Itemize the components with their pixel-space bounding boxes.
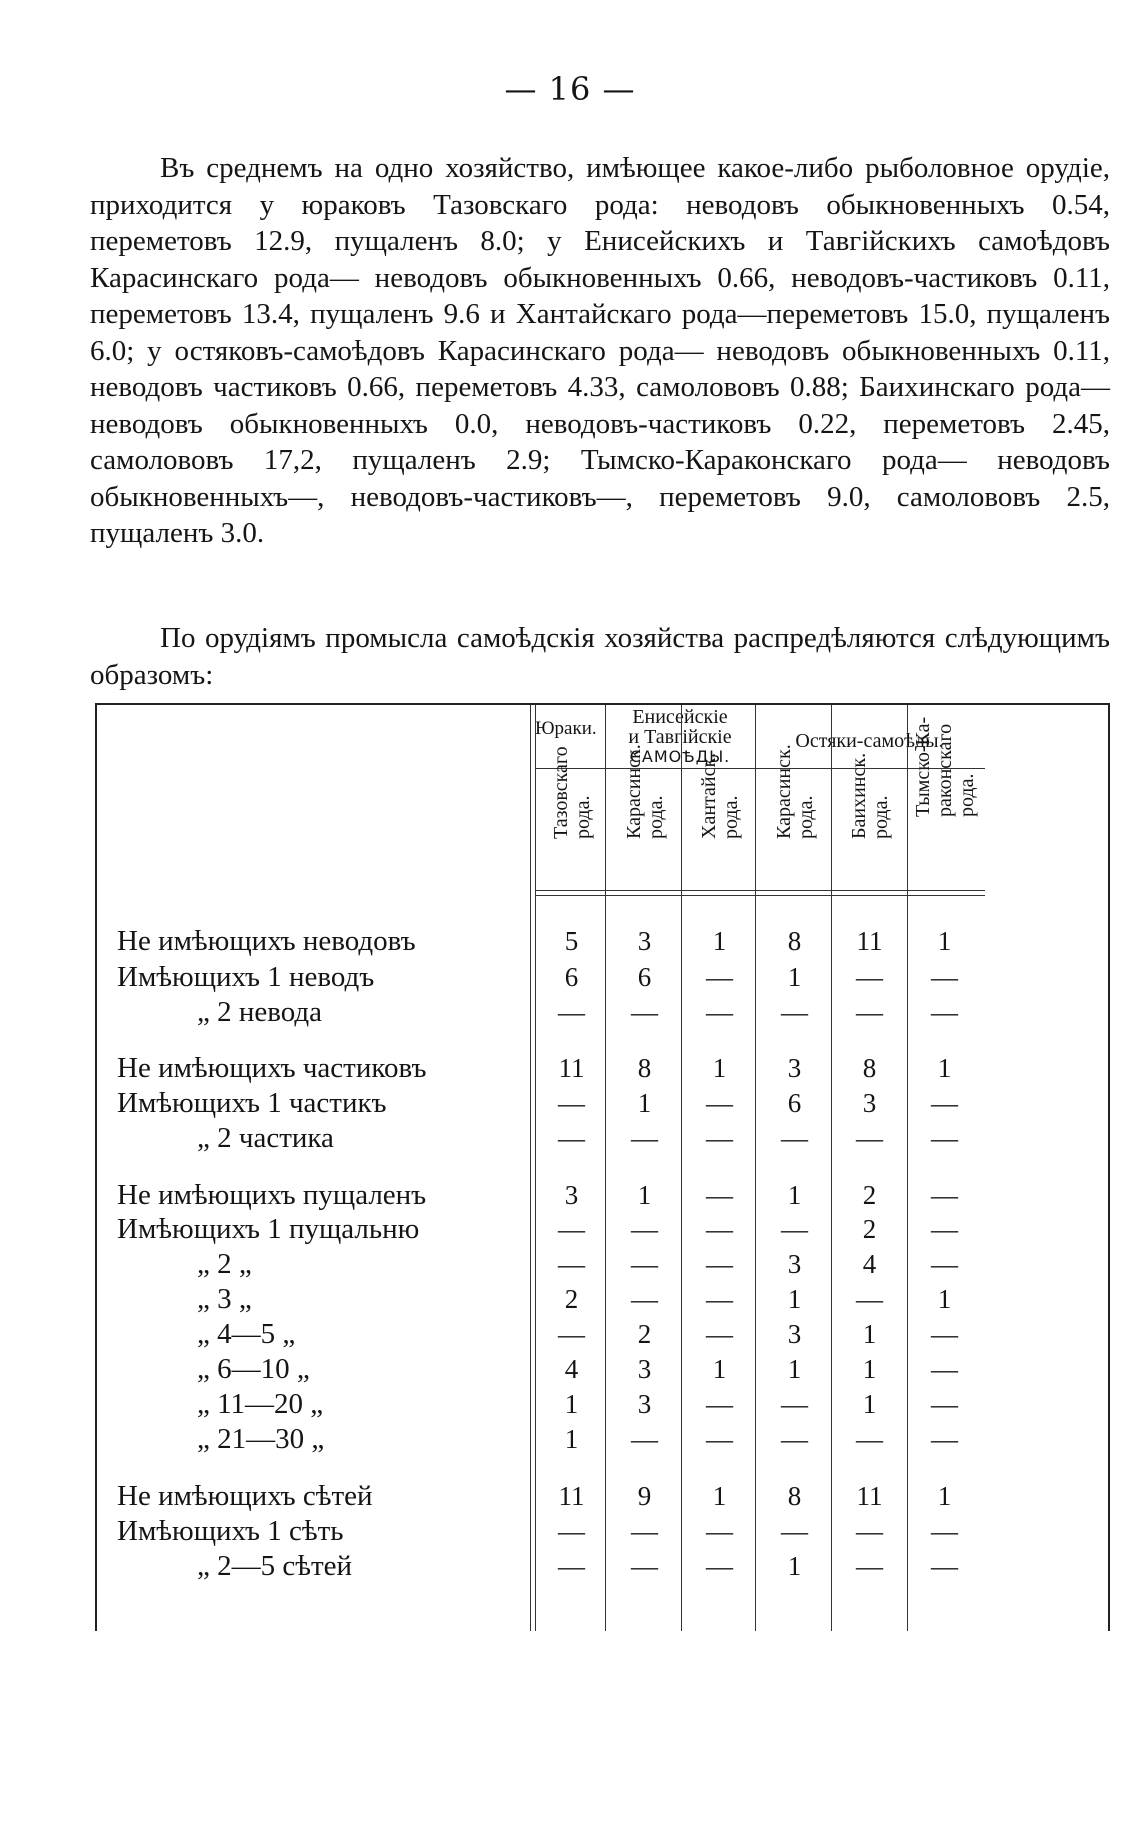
table-cell: — xyxy=(558,1249,585,1279)
table-cell: — xyxy=(631,997,658,1027)
row-label-text: „ 2 „ xyxy=(117,1248,252,1280)
table-cell: 5 xyxy=(564,926,579,956)
table-cell: 1 xyxy=(787,1551,802,1581)
table-cell: — xyxy=(931,1088,958,1118)
page-number: — 16 — xyxy=(504,70,636,108)
table-cell: — xyxy=(706,1424,733,1454)
row-label-text: Не имѣющихъ пущаленъ xyxy=(117,1179,427,1211)
table-cell: — xyxy=(706,1214,733,1244)
table-cell: — xyxy=(558,1214,585,1244)
table-cell: 8 xyxy=(862,1053,877,1083)
table-cell: 1 xyxy=(937,1284,952,1314)
table-cell: 1 xyxy=(712,1053,727,1083)
column-header xyxy=(534,746,609,883)
row-label-text: „ 2 частика xyxy=(117,1122,334,1154)
column-header-label: Карасинск. рода. xyxy=(622,744,667,839)
table-cell: 4 xyxy=(564,1354,579,1384)
table-cell: — xyxy=(558,1551,585,1581)
table-cell: — xyxy=(706,1284,733,1314)
table-cell: — xyxy=(931,1551,958,1581)
row-label-text: „ 3 „ xyxy=(117,1283,252,1315)
row-label-text: Не имѣющихъ неводовъ xyxy=(117,925,416,957)
column-header xyxy=(757,744,832,883)
table-cell: — xyxy=(931,962,958,992)
table-cell: — xyxy=(558,1319,585,1349)
table-cell: 1 xyxy=(862,1319,877,1349)
table-cell: 4 xyxy=(862,1249,877,1279)
table-cell: — xyxy=(931,1180,958,1210)
table-cell: 6 xyxy=(787,1088,802,1118)
table-cell: — xyxy=(558,1088,585,1118)
table-cell: 1 xyxy=(564,1424,579,1454)
table-cell: 11 xyxy=(856,926,883,956)
table-cell: — xyxy=(631,1214,658,1244)
table-cell: — xyxy=(856,962,883,992)
column-header xyxy=(907,716,982,883)
paragraph-table-intro: По орудіямъ промысла самоѣдскія хозяйства распредѣляются слѣдующимъ образомъ: xyxy=(90,622,1110,691)
row-label-text: Имѣющихъ 1 неводъ xyxy=(117,961,375,993)
table-cell: 1 xyxy=(787,1284,802,1314)
table-cell: — xyxy=(856,1551,883,1581)
table-cell: — xyxy=(706,962,733,992)
table-cell: 2 xyxy=(564,1284,579,1314)
row-label-text: Имѣющихъ 1 сѣть xyxy=(117,1515,344,1547)
table-cell: 9 xyxy=(637,1481,652,1511)
table-cell: — xyxy=(931,1319,958,1349)
table-cell: — xyxy=(931,1516,958,1546)
column-header-label: Хантайск. рода. xyxy=(697,752,742,839)
row-label-text: „ 4—5 „ xyxy=(117,1318,295,1350)
row-label-text: Имѣющихъ 1 частикъ xyxy=(117,1087,387,1119)
table-cell: — xyxy=(781,1123,808,1153)
table-cell: — xyxy=(631,1249,658,1279)
table-cell: 1 xyxy=(564,1389,579,1419)
group-header-yuraki: Юраки. xyxy=(535,718,597,739)
row-label-text: „ 21—30 „ xyxy=(117,1423,324,1455)
table-cell: — xyxy=(931,1354,958,1384)
table-cell: 2 xyxy=(637,1319,652,1349)
column-header-label: Карасинск. рода. xyxy=(772,744,817,839)
table-cell: 11 xyxy=(558,1053,585,1083)
table-cell: 1 xyxy=(712,926,727,956)
table-cell: 1 xyxy=(937,1053,952,1083)
table-cell: — xyxy=(558,1516,585,1546)
paragraph-averages: Въ среднемъ на одно хозяйство, имѣющее какое-либо рыболовное орудіе, приходится у юраковъ Тазовскаго рода: неводовъ обыкновенныхъ 0.54, переметовъ 12.9, пущаленъ 8.0; у Енисейскихъ и Тавгійскихъ самоѣдовъ Карасинскаго рода— неводовъ обыкновенныхъ 0.66, неводовъ-частиковъ 0.11, переметовъ 13.4, пущаленъ 9.6 и Хантайскаго рода—переметовъ 15.0, пущаленъ 6.0; у остяковъ-самоѣдовъ Карасинскаго рода— неводовъ обыкновенныхъ 0.11, неводовъ частиковъ 0.66, переметовъ 4.33, самолововъ 0.88; Баихинскаго рода—неводовъ обыкновенныхъ 0.0, неводовъ-частиковъ 0.22, переметовъ 2.45, самолововъ 17,2, пущаленъ 2.9; Тымско-Караконскаго рода— неводовъ обыкновенныхъ—, неводовъ-частиковъ—, переметовъ 9.0, самолововъ 2.5, пущаленъ 3.0. xyxy=(90,152,1110,549)
table-cell: 1 xyxy=(712,1481,727,1511)
table-cell: — xyxy=(706,1551,733,1581)
table-cell: — xyxy=(781,997,808,1027)
group-header-enisei-line2: и Тавгійскіе xyxy=(628,726,732,748)
table-cell: — xyxy=(856,1123,883,1153)
table-cell: — xyxy=(558,997,585,1027)
table-cell: 1 xyxy=(637,1180,652,1210)
table-cell: — xyxy=(931,1214,958,1244)
table-cell: — xyxy=(558,1123,585,1153)
table-cell: 11 xyxy=(558,1481,585,1511)
table-cell: 1 xyxy=(787,1180,802,1210)
table-cell: 1 xyxy=(862,1389,877,1419)
table-header-rule xyxy=(535,895,985,896)
table-cell: — xyxy=(856,1424,883,1454)
table-cell: — xyxy=(706,997,733,1027)
table-cell: — xyxy=(631,1284,658,1314)
table-cell: — xyxy=(931,997,958,1027)
row-label-text: „ 11—20 „ xyxy=(117,1388,323,1420)
table-cell: 8 xyxy=(787,926,802,956)
table-cell: 3 xyxy=(862,1088,877,1118)
table-cell: — xyxy=(706,1123,733,1153)
fishing-gear-table xyxy=(95,703,1110,1631)
table-cell: 6 xyxy=(637,962,652,992)
row-label-text: Не имѣющихъ частиковъ xyxy=(117,1052,427,1084)
table-cell: — xyxy=(706,1319,733,1349)
column-header-label: Баихинск. рода. xyxy=(847,752,892,839)
table-header-rule xyxy=(535,890,985,891)
table-cell: — xyxy=(706,1249,733,1279)
table-cell: 3 xyxy=(637,926,652,956)
table-cell: — xyxy=(781,1516,808,1546)
row-label-text: Не имѣющихъ сѣтей xyxy=(117,1480,373,1512)
table-cell: 8 xyxy=(787,1481,802,1511)
table-cell: 1 xyxy=(787,962,802,992)
table-cell: — xyxy=(631,1123,658,1153)
table-cell: — xyxy=(931,1389,958,1419)
table-cell: 2 xyxy=(862,1180,877,1210)
column-header-label: Тазовскаго рода. xyxy=(549,746,594,839)
table-cell: 3 xyxy=(787,1053,802,1083)
table-cell: — xyxy=(706,1516,733,1546)
row-label-text: „ 6—10 „ xyxy=(117,1353,310,1385)
table-cell: 1 xyxy=(937,1481,952,1511)
table-cell: 3 xyxy=(637,1389,652,1419)
table-cell: — xyxy=(856,997,883,1027)
table-cell: — xyxy=(931,1424,958,1454)
table-cell: 3 xyxy=(787,1249,802,1279)
table-cell: 1 xyxy=(637,1088,652,1118)
table-cell: — xyxy=(856,1284,883,1314)
table-cell: 3 xyxy=(637,1354,652,1384)
table-cell: 1 xyxy=(862,1354,877,1384)
table-cell: 3 xyxy=(787,1319,802,1349)
table-cell: 1 xyxy=(712,1354,727,1384)
table-cell: 2 xyxy=(862,1214,877,1244)
table-cell: — xyxy=(706,1180,733,1210)
row-label-text: „ 2 невода xyxy=(117,996,322,1028)
table-cell: 3 xyxy=(564,1180,579,1210)
table-cell: — xyxy=(931,1249,958,1279)
group-header-enisei-line3: САМОѢДЫ. xyxy=(629,747,731,766)
table-cell: 11 xyxy=(856,1481,883,1511)
table-cell: 1 xyxy=(787,1354,802,1384)
row-label-text: „ 2—5 сѣтей xyxy=(117,1550,352,1582)
table-cell: — xyxy=(631,1551,658,1581)
column-header xyxy=(832,752,907,883)
table-cell: — xyxy=(631,1516,658,1546)
table-cell: 8 xyxy=(637,1053,652,1083)
table-cell: — xyxy=(781,1424,808,1454)
table-cell: — xyxy=(781,1214,808,1244)
table-cell: — xyxy=(706,1088,733,1118)
row-label-text: Имѣющихъ 1 пущальню xyxy=(117,1213,420,1245)
group-header-enisei-line1: Енисейскіе xyxy=(632,706,728,728)
table-cell: 6 xyxy=(564,962,579,992)
table-cell: — xyxy=(631,1424,658,1454)
group-header-ostyaki: Остяки-самоѣды. xyxy=(795,730,944,752)
table-cell: — xyxy=(706,1389,733,1419)
table-cell: — xyxy=(931,1123,958,1153)
table-cell: 1 xyxy=(937,926,952,956)
column-header-label: Тымско-Ка- раконскаго рода. xyxy=(911,716,978,817)
table-cell: — xyxy=(781,1389,808,1419)
table-cell: — xyxy=(856,1516,883,1546)
column-header xyxy=(682,752,757,883)
